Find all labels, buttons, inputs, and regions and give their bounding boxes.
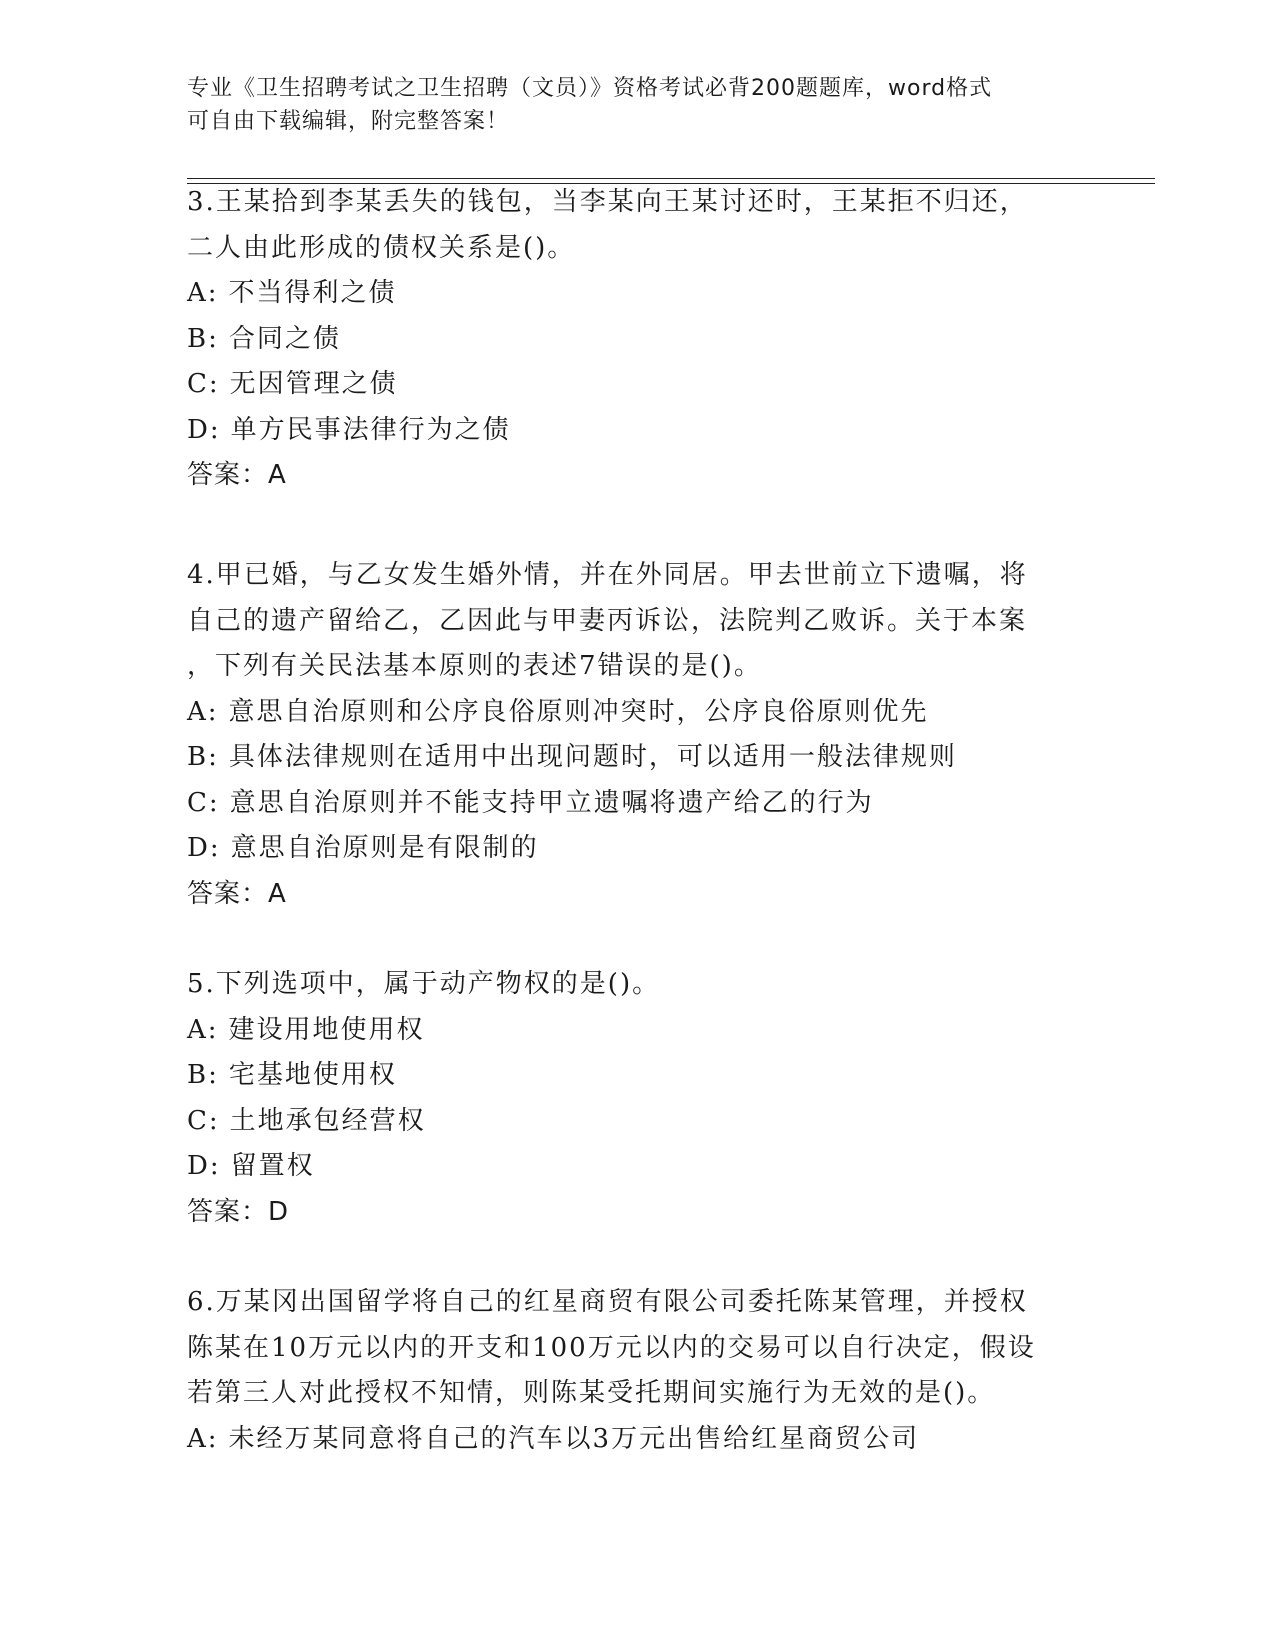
option-text: 未经万某同意将自己的汽车以3万元出售给红星商贸公司: [228, 1423, 920, 1454]
question-3: [187, 180, 1087, 499]
option-d: [187, 1144, 1087, 1190]
option-key: A:: [187, 1014, 219, 1045]
option-key: D:: [187, 833, 221, 863]
option-text: 建设用地使用权: [228, 1014, 425, 1045]
option-text: 宅基地使用权: [228, 1060, 397, 1090]
question-stem-line: 5.下列选项中，属于动产物权的是()。: [187, 969, 661, 999]
option-text: 单方民事法律行为之债: [230, 414, 511, 445]
question-stem-line: 3.王某拾到李某丢失的钱包，当李某向王某讨还时，王某拒不归还，: [187, 187, 1028, 217]
question-stem-line: ，下列有关民法基本原则的表述7错误的是()。: [187, 651, 762, 681]
option-b: [187, 317, 1087, 363]
option-text: 意思自治原则是有限制的: [230, 833, 539, 863]
question-stem-line: 4.甲已婚，与乙女发生婚外情，并在外同居。甲去世前立下遗嘱，将: [187, 560, 1028, 590]
option-key: B:: [187, 1060, 219, 1090]
question-stem-line: 若第三人对此授权不知情，则陈某受托期间实施行为无效的是()。: [187, 1378, 996, 1408]
option-a: [187, 1417, 1087, 1463]
option-b: [187, 735, 1087, 781]
question-stem-line: 二人由此形成的债权关系是()。: [187, 232, 576, 263]
option-b: [187, 1053, 1087, 1099]
option-key: B:: [187, 742, 219, 772]
option-c: [187, 781, 1087, 827]
option-key: D:: [187, 1151, 221, 1181]
header-line-1: 专业《卫生招聘考试之卫生招聘（文员）》资格考试必背200题题库，word格式: [187, 76, 993, 101]
question-stem-line: 6.万某冈出国留学将自己的红星商贸有限公司委托陈某管理，并授权: [187, 1287, 1028, 1317]
answer-line: 答案：D: [187, 1196, 290, 1227]
option-key: C:: [187, 1105, 220, 1136]
header-line-2: 可自由下载编辑，附完整答案！: [187, 109, 510, 134]
option-text: 具体法律规则在适用中出现问题时，可以适用一般法律规则: [228, 742, 957, 772]
option-key: C:: [187, 787, 220, 818]
header-divider-top: [187, 178, 1155, 179]
option-a: [187, 1008, 1087, 1054]
option-a: [187, 271, 1087, 317]
option-key: A:: [187, 696, 219, 727]
document-header: [187, 72, 1087, 138]
option-d: [187, 826, 1087, 872]
option-text: 合同之债: [228, 323, 341, 354]
option-text: 无因管理之债: [229, 369, 398, 399]
question-4: [187, 553, 1087, 917]
option-c: [187, 1099, 1087, 1145]
answer-line: 答案：A: [187, 460, 287, 490]
option-d: [187, 408, 1087, 454]
question-6: [187, 1280, 1087, 1462]
option-text: 意思自治原则和公序良俗原则冲突时，公序良俗原则优先: [228, 696, 929, 727]
option-key: C:: [187, 369, 220, 399]
option-key: B:: [187, 323, 219, 354]
option-key: D:: [187, 414, 221, 445]
option-key: A:: [187, 278, 219, 308]
question-stem-line: 自己的遗产留给乙，乙因此与甲妻丙诉讼，法院判乙败诉。关于本案: [187, 605, 1028, 636]
answer-line: 答案：A: [187, 878, 287, 909]
question-5: [187, 962, 1087, 1235]
option-c: [187, 362, 1087, 408]
option-key: A:: [187, 1423, 219, 1454]
option-text: 留置权: [230, 1151, 315, 1181]
option-text: 意思自治原则并不能支持甲立遗嘱将遗产给乙的行为: [229, 787, 874, 818]
option-text: 土地承包经营权: [229, 1105, 426, 1136]
option-a: [187, 690, 1087, 736]
question-stem-line: 陈某在10万元以内的开支和100万元以内的交易可以自行决定，假设: [187, 1332, 1036, 1363]
option-text: 不当得利之债: [228, 278, 397, 308]
